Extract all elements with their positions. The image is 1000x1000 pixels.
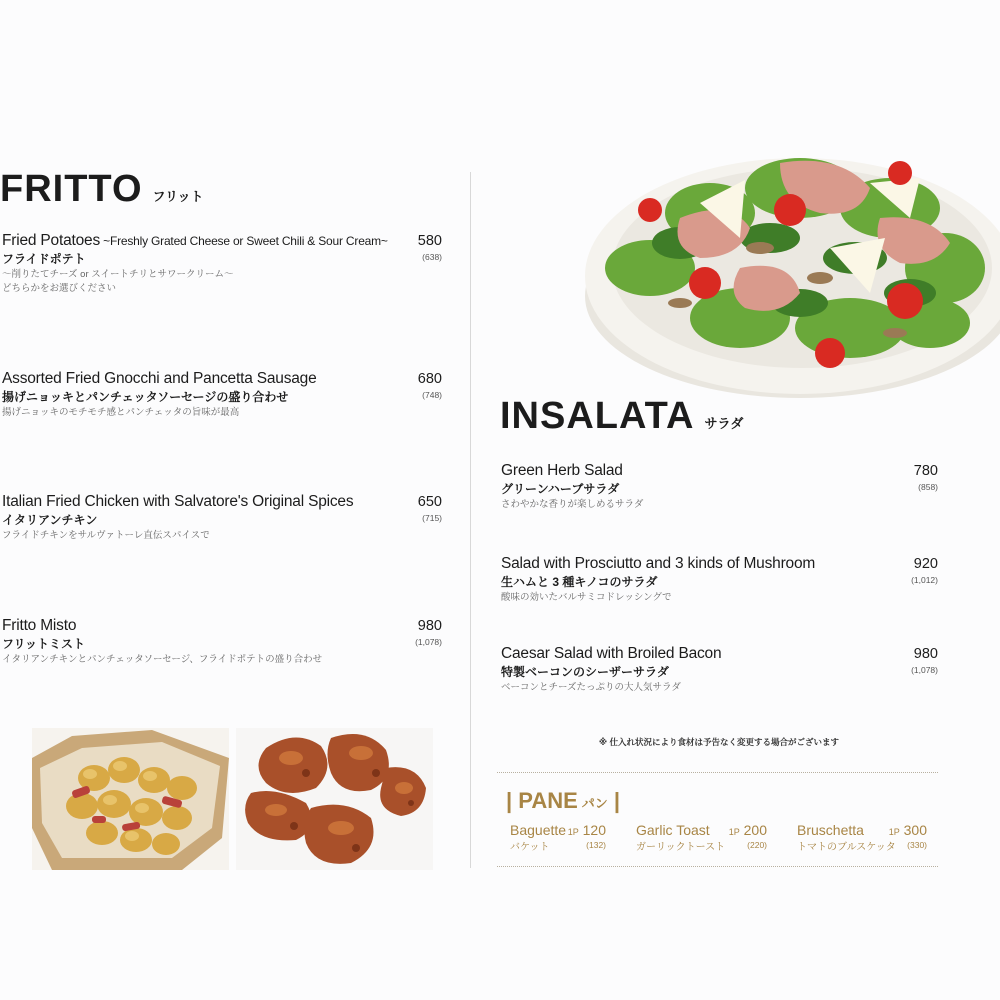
salad-bowl-illustration [500, 118, 1000, 403]
item-name-jp: 特製ベーコンのシーザーサラダ [501, 665, 669, 679]
item-description: イタリアンチキンとパンチェッタソーセージ、フライドポテトの盛り合わせ [2, 654, 323, 665]
item-name-jp: フライドポテト [2, 252, 86, 266]
item-price-tax: (748) [422, 390, 442, 400]
item-name: Bruschetta [797, 822, 864, 838]
fritto-title [0, 170, 203, 208]
pane-title-en: PANE [518, 788, 578, 813]
item-description: 酸味の効いたバルサミコドレッシングで [501, 592, 672, 603]
pane-item-bruschetta [797, 822, 927, 856]
item-price-tax: (1,078) [911, 665, 938, 675]
item-name-jp: 揚げニョッキとパンチェッタソーセージの盛り合わせ [2, 390, 289, 404]
item-description: どちらかをお選びください [2, 283, 117, 294]
pane-item-garlic-toast [636, 822, 767, 856]
item-name: Fried Potatoes [2, 232, 101, 249]
pane-title [506, 788, 620, 814]
item-price-tax: (638) [422, 252, 442, 262]
item-description: さわやかな香りが楽しめるサラダ [501, 499, 644, 510]
fritto-title-jp: フリット [152, 189, 204, 204]
gnocchi-basket-photo [32, 728, 229, 870]
menu-item-fried-gnocchi [2, 370, 442, 420]
insalata-title-en: INSALATA [500, 395, 695, 437]
insalata-title [500, 397, 743, 435]
menu-item-prosciutto-mushroom-salad [501, 555, 938, 605]
item-name: Caesar Salad with Broiled Bacon [501, 645, 722, 662]
item-price: 580 [417, 233, 442, 249]
item-unit: 1P [888, 827, 900, 837]
item-price-tax: (132) [586, 840, 606, 850]
gnocchi-basket-illustration [32, 728, 229, 870]
salad-bowl-photo [500, 118, 1000, 403]
item-name: Italian Fried Chicken with Salvatore's Original Spices [2, 493, 354, 510]
column-divider [470, 172, 471, 868]
item-name-jp: 生ハムと 3 種キノコのサラダ [501, 575, 658, 589]
ingredient-notice: ※ 仕入れ状況により食材は予告なく変更する場合がございます [598, 737, 840, 747]
menu-item-italian-fried-chicken [2, 493, 442, 543]
item-price-tax: (1,012) [911, 575, 938, 585]
fritto-title-en: FRITTO [0, 168, 143, 210]
item-price: 120 [582, 822, 606, 838]
item-name: Fritto Misto [2, 617, 77, 634]
item-name: Garlic Toast [636, 822, 710, 838]
item-name-jp: グリーンハーブサラダ [501, 482, 620, 496]
item-name-jp: バケット [510, 842, 550, 853]
pane-item-baguette [510, 822, 606, 856]
menu-item-green-herb-salad [501, 462, 938, 512]
item-price: 680 [417, 371, 442, 387]
menu-item-fried-potatoes [2, 232, 442, 296]
fried-chicken-illustration [236, 728, 433, 870]
item-name: Assorted Fried Gnocchi and Pancetta Sausage [2, 370, 317, 387]
item-name-jp: トマトのブルスケッタ [797, 842, 896, 853]
item-price-tax: (858) [918, 482, 938, 492]
item-price: 980 [417, 618, 442, 634]
pane-bar-left: | [506, 788, 519, 813]
item-price: 920 [913, 556, 938, 572]
item-name: Salad with Prosciutto and 3 kinds of Mushroom [501, 555, 816, 572]
menu-item-caesar-salad [501, 645, 938, 695]
item-note: ~Freshly Grated Cheese or Sweet Chili & Sour Cream~ [100, 234, 388, 248]
item-price-tax: (1,078) [415, 637, 442, 647]
item-price-tax: (220) [747, 840, 767, 850]
item-description: 揚げニョッキのモチモチ感とパンチェッタの旨味が最高 [2, 407, 240, 418]
pane-bottom-rule [497, 866, 938, 867]
item-name-jp: ガーリックトースト [636, 842, 726, 853]
item-price: 200 [743, 822, 767, 838]
item-description: フライドチキンをサルヴァトーレ直伝スパイスで [2, 530, 210, 541]
item-name-jp: イタリアンチキン [2, 513, 98, 527]
item-unit: 1P [728, 827, 740, 837]
item-price-tax: (330) [907, 840, 927, 850]
item-name: Baguette [510, 822, 567, 838]
item-name: Green Herb Salad [501, 462, 623, 479]
pane-bar-right: | [607, 788, 621, 813]
item-price: 300 [903, 822, 927, 838]
item-price-tax: (715) [422, 513, 442, 523]
item-name-jp: フリットミスト [2, 637, 86, 651]
item-price: 980 [913, 646, 938, 662]
fried-chicken-photo [236, 728, 433, 870]
item-unit: 1P [567, 827, 579, 837]
item-price: 780 [913, 463, 938, 479]
item-price: 650 [417, 494, 442, 510]
menu-item-fritto-misto [2, 617, 442, 667]
pane-top-rule [497, 772, 938, 773]
item-option: ～削りたてチーズ or スイートチリとサワークリーム～ [2, 269, 234, 280]
item-description: ベーコンとチーズたっぷりの大人気サラダ [501, 682, 681, 693]
insalata-title-jp: サラダ [704, 416, 744, 431]
pane-title-jp: パン [581, 796, 608, 811]
